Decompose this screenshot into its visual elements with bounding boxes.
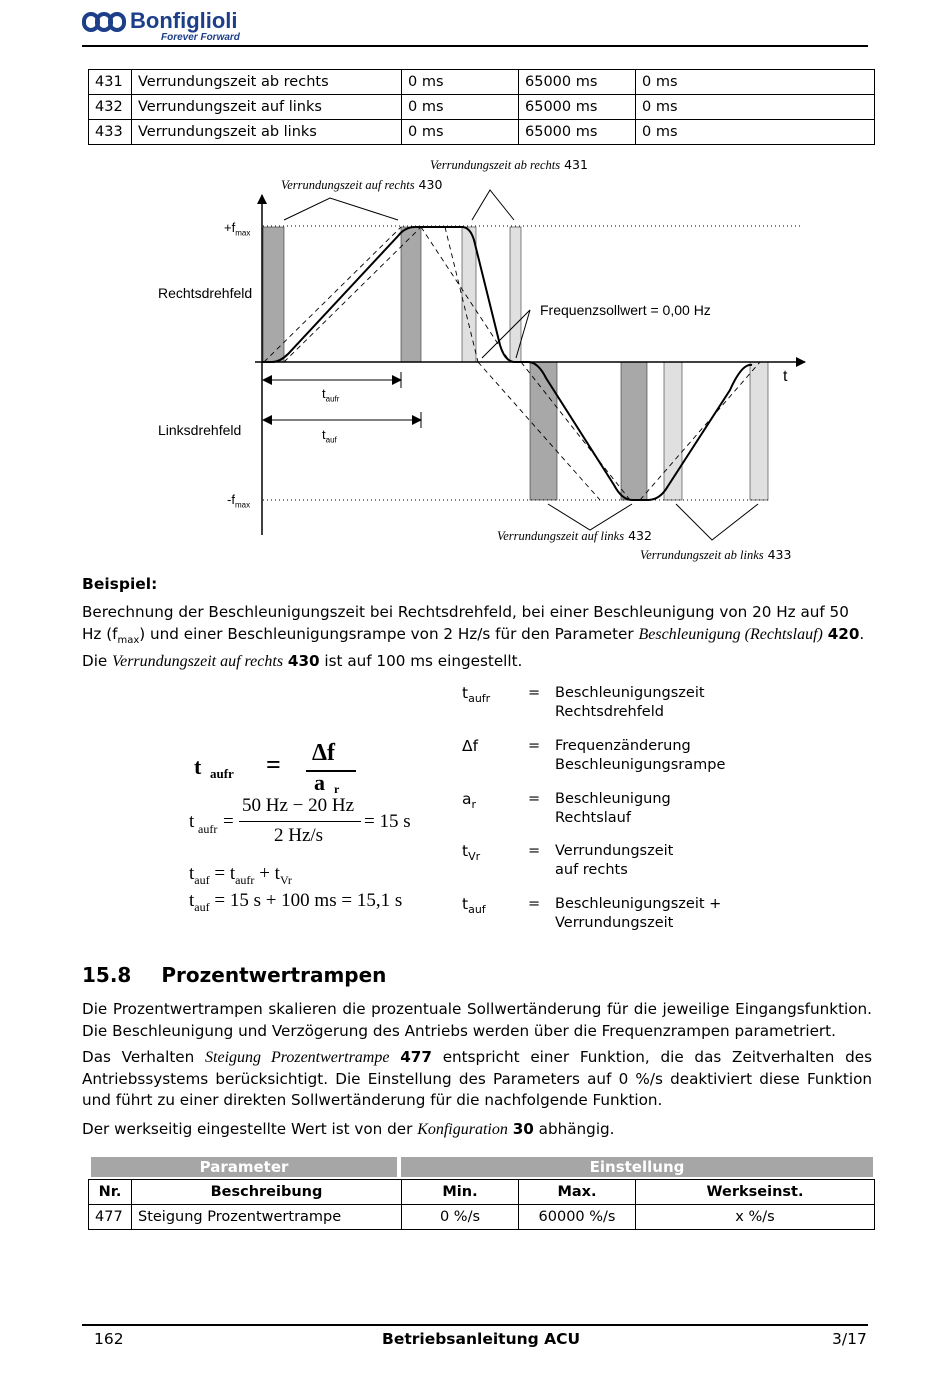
table-cell: 0 ms [402,120,519,145]
example-paragraph: Berechnung der Beschleunigungszeit bei Rechtsdrehfeld, bei einer Beschleunigung von 20 Hz auf 50 Hz $(f_{max})$ und einer Beschleunigungsrampe von 2 Hz/s für den Parameter Beschleunigung (Rechtslauf) 420. Die Verrundungszeit auf rechts 430 ist auf 100 ms eingestellt. [82,603,865,671]
table-row [89,120,875,145]
label-433: Verrundungszeit ab links 433 [640,547,792,562]
section-paragraph-2: Das Verhalten Steigung Prozentwertrampe 477 entspricht einer Funktion, die das Zeitverhalten des Antriebssystems berücksichtigt. Die Einstellung des Parameters auf 0 %/s deaktiviert diese Funktion und führt zu einer direkten Sollwertänderung für die nachfolgende Funktion. [82,1048,873,1109]
footer-date: 3/17 [832,1330,867,1348]
th-beschreibung: Beschreibung [132,1180,402,1205]
label-430: Verrundungszeit auf rechts 430 [281,177,443,192]
legend-symbol: $a_r$ [462,790,477,812]
logo [82,8,252,44]
table-cell: 433 [89,120,132,145]
legend-description: Beschleunigung Rechtslauf [555,791,671,826]
table-cell: 65000 ms [519,70,636,95]
brand-tagline: Forever Forward [161,32,240,43]
table-cell: 0 ms [636,70,875,95]
table-row [89,70,875,95]
legend-equals: = [528,791,541,807]
table-row [89,95,875,120]
legend-description: Verrundungszeit auf rechts [555,843,674,878]
cell-min: 0 %/s [402,1205,519,1230]
brand-name: Bonfiglioli [130,8,238,33]
th-max: Max. [519,1180,636,1205]
label-t-auf: $t_{auf}$ [322,427,337,445]
legend-equals: = [528,843,541,859]
top-param-table [88,69,875,145]
formula-1: t aufr = Δf a r [194,740,374,800]
param-table [88,1179,875,1230]
cell-werkseinst: x %/s [636,1205,875,1230]
legend-equals: = [528,738,541,754]
cell-beschreibung: Steigung Prozentwertrampe [132,1205,402,1230]
bonfiglioli-logo-icon [82,10,128,36]
cell-max: 60000 %/s [519,1205,636,1230]
section-heading: 15.8 Prozentwertrampen [82,963,387,987]
group-einstellung: Einstellung [401,1157,873,1177]
rounding-bars [263,227,768,500]
legend-symbol: $t_{auf}$ [462,895,486,917]
label-fmax-pos: $+f_{max}$ [224,220,251,238]
footer-rule [82,1324,868,1326]
footer-title: Betriebsanleitung ACU [382,1330,581,1348]
legend-item [462,842,882,886]
table-cell: 431 [89,70,132,95]
param-group-header [91,1157,873,1177]
table-cell: Verrundungszeit ab rechts [132,70,402,95]
section-paragraph-1: Die Prozentwertrampen skalieren die prozentuale Sollwertänderung für die jeweilige Eingangsfunktion. Die Beschleunigung und Verzögerung des Antriebs werden über die Frequenzrampen parametriert. [82,1000,872,1040]
legend-item [462,895,882,939]
param-table-header [89,1180,875,1205]
table-cell: 0 ms [636,120,875,145]
legend-description: Beschleunigungszeit + Verrundungszeit [555,896,722,931]
legend-description: Frequenzänderung Beschleunigungsrampe [555,738,726,773]
legend-item [462,737,882,781]
label-432: Verrundungszeit auf links 432 [497,528,652,543]
table-cell: 0 ms [402,70,519,95]
header-rule [82,45,868,47]
legend-symbol: $t_{aufr}$ [462,684,491,706]
th-nr: Nr. [89,1180,132,1205]
table-cell: 0 ms [636,95,875,120]
label-t-aufr: $t_{aufr}$ [322,386,340,404]
label-431: Verrundungszeit ab rechts 431 [430,157,588,172]
label-rechtsdrehfeld: Rechtsdrehfeld [158,285,253,301]
label-fmax-neg: $-f_{max}$ [227,492,251,510]
table-row [89,1205,875,1230]
legend-item [462,790,882,834]
legend-equals: = [528,896,541,912]
th-werkseinst: Werkseinst. [636,1180,875,1205]
formula-4: $t_{auf} = 15$ s + 100 ms = 15,1 s [189,890,403,914]
label-frequenzsollwert: Frequenzsollwert = 0,00 Hz [540,302,711,318]
label-linksdrehfeld: Linksdrehfeld [158,422,242,438]
cell-nr: 477 [89,1205,132,1230]
table-cell: Verrundungszeit ab links [132,120,402,145]
legend-symbol: Δf [462,737,479,755]
example-heading: Beispiel: [82,575,158,593]
legend-equals: = [528,685,541,701]
table-cell: 65000 ms [519,95,636,120]
footer-page: 162 [94,1330,124,1348]
table-cell: Verrundungszeit auf links [132,95,402,120]
table-cell: 0 ms [402,95,519,120]
legend-item [462,684,882,728]
section-paragraph-3: Der werkseitig eingestellte Wert ist von der Konfiguration 30 abhängig. [82,1120,615,1138]
legend-symbol: $t_{Vr}$ [462,842,481,864]
legend-description: Beschleunigungszeit Rechtsdrehfeld [555,685,705,720]
table-cell: 432 [89,95,132,120]
group-parameter: Parameter [91,1157,397,1177]
rounding-time-diagram [0,150,950,570]
label-t-axis: t [783,368,788,385]
th-min: Min. [402,1180,519,1205]
formula-3: $t_{auf} = t_{aufr} + t_{Vr}$ [189,863,292,887]
formula-2: t aufr = 50 Hz − 20 Hz 2 Hz/s = 15 s [189,795,411,846]
table-cell: 65000 ms [519,120,636,145]
